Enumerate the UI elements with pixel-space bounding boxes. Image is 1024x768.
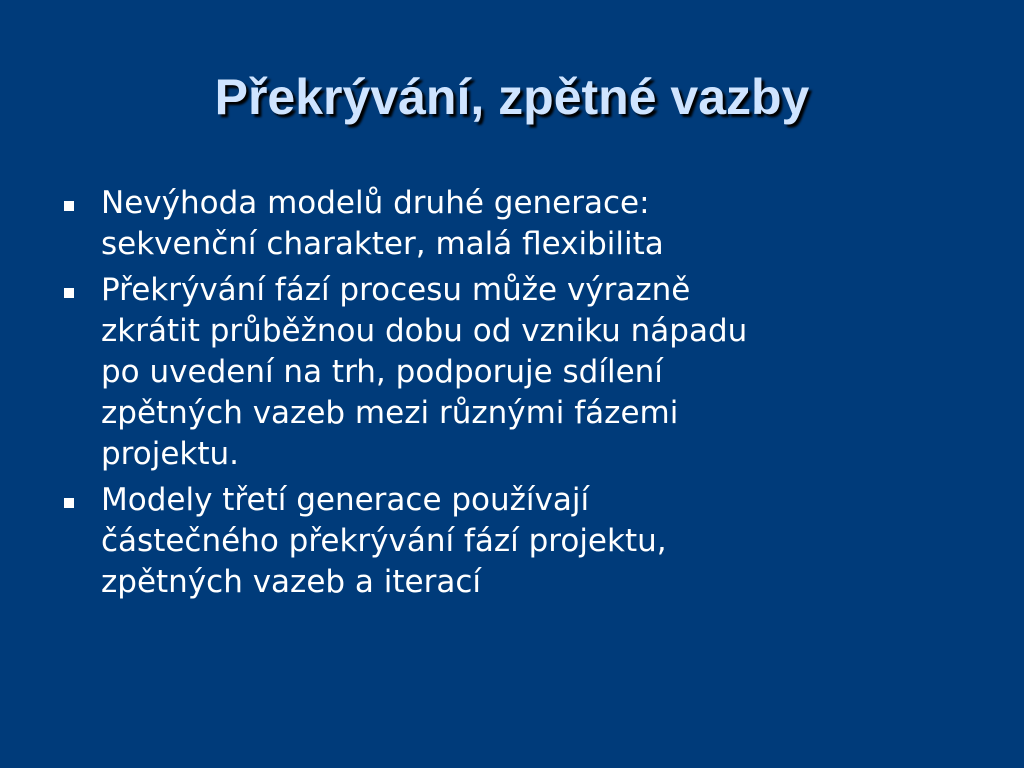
bullet-text: Překrývání fází procesu může výrazně zkrátit průběžnou dobu od vzniku nápadu po uvedení na trh, podporuje sdílení zpětných vazeb mezi různými fázemi projektu.: [101, 272, 748, 472]
slide-title: Překrývání, zpětné vazby: [214, 69, 810, 125]
square-bullet-icon: [64, 498, 74, 508]
square-bullet-icon: [64, 201, 74, 211]
bullet-item: [62, 183, 962, 265]
bullet-item: [62, 270, 962, 475]
bullet-item: [62, 480, 962, 603]
square-bullet-icon: [64, 288, 74, 298]
bullet-text: Modely třetí generace používají částečného překrývání fází projektu, zpětných vazeb a iterací: [101, 482, 667, 600]
bullet-list: [62, 183, 962, 608]
bullet-text: Nevýhoda modelů druhé generace: sekvenční charakter, malá flexibilita: [101, 185, 664, 262]
